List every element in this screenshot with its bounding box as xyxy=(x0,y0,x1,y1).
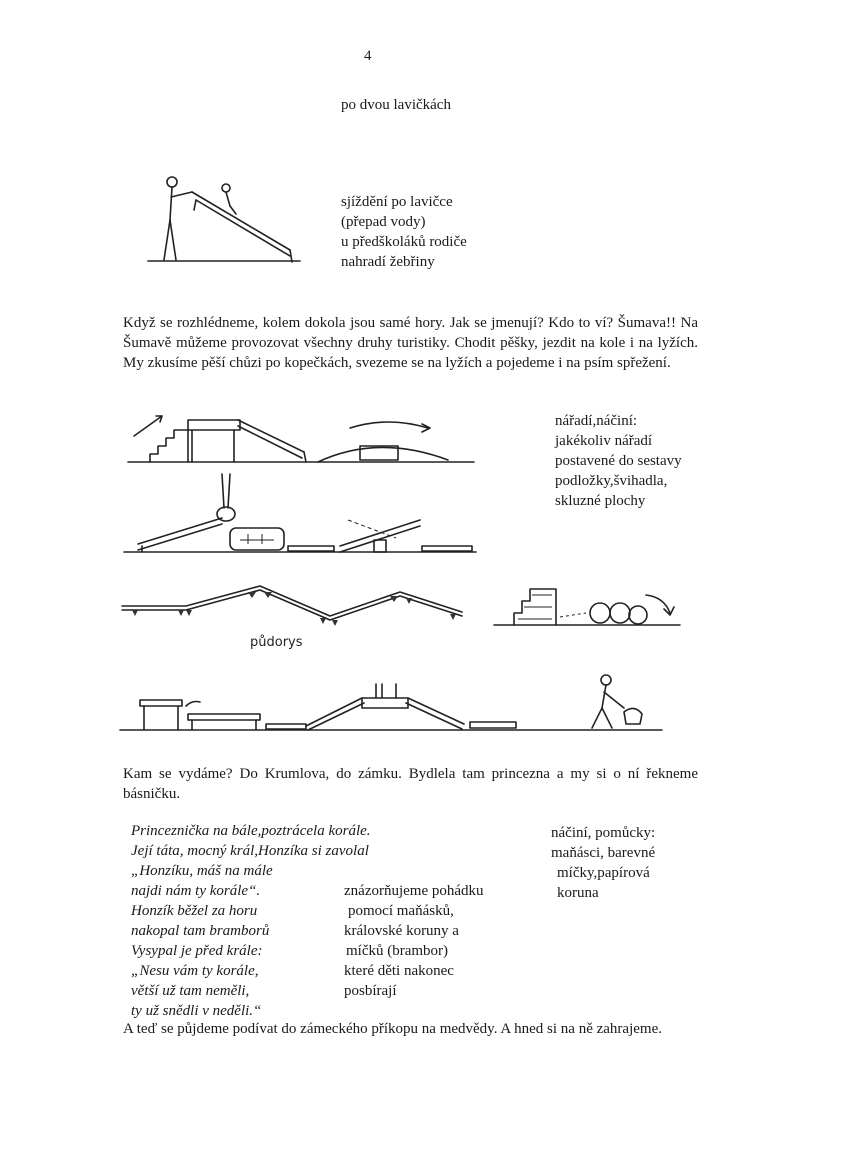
page-number: 4 xyxy=(364,48,372,64)
poem-line-9: větší už tam neměli, xyxy=(131,983,250,999)
note-line-5: které děti nakonec xyxy=(344,963,454,979)
floor-plan-label: půdorys xyxy=(250,635,303,650)
obstacle-course-sketch-3 xyxy=(120,670,665,736)
floor-plan-sketch xyxy=(120,580,465,658)
poem-line-10: ty už snědli v neděli.“ xyxy=(131,1003,262,1019)
caption-line-4: nahradí žebřiny xyxy=(341,254,435,270)
obstacle-course-sketch-2 xyxy=(124,474,479,556)
note-line-2: pomocí maňásků, xyxy=(348,903,454,919)
paragraph-sumava: Když se rozhlédneme, kolem dokola jsou samé hory. Jak se jmenují? Kdo to ví? Šumava!! Na Šumavě můžeme provozovat všechny druhy turistiky. Chodit pěšky, jezdit na kole i na lyžích. My zkusíme pěší chůzi po kopečkách, svezeme se na lyžích a pojedeme i na psím spřežení. xyxy=(123,315,698,371)
caption-line-2: (přepad vody) xyxy=(341,214,426,230)
box-and-balls-sketch xyxy=(494,585,684,630)
poem-line-8: „Nesu vám ty korále, xyxy=(131,963,259,979)
bench-slide-sketch xyxy=(140,170,310,265)
caption-line-1: sjíždění po lavičce xyxy=(341,194,453,210)
tools-caption-3: postavené do sestavy xyxy=(555,453,682,469)
tools-line-1: náčiní, pomůcky: xyxy=(551,825,656,841)
tools-caption-5: skluzné plochy xyxy=(555,493,646,509)
note-line-1: znázorňujeme pohádku xyxy=(344,883,484,899)
tools-caption-1: nářadí,náčiní: xyxy=(555,413,638,429)
tools-caption-4: podložky,švihadla, xyxy=(555,473,668,489)
poem-line-3: „Honzíku, máš na mále xyxy=(131,863,273,879)
caption-line-3: u předškoláků rodiče xyxy=(341,234,467,250)
paragraph-bears: A teď se půjdeme podívat do zámeckého příkopu na medvědy. A hned si na ně zahrajeme. xyxy=(123,1021,662,1037)
poem-line-1: Princeznička na bále,poztrácela korále. xyxy=(131,823,371,839)
poem-line-4: najdi nám ty korále“. xyxy=(131,883,261,899)
poem-line-2: Její táta, mocný král,Honzíka si zavolal xyxy=(131,843,369,859)
poem-line-5: Honzík běžel za horu xyxy=(131,903,258,919)
tools-line-3: míčky,papírová xyxy=(557,865,650,881)
paragraph-krumlov: Kam se vydáme? Do Krumlova, do zámku. Bydlela tam princezna a my si o ní řekneme básničku. xyxy=(123,766,698,802)
poem-line-6: nakopal tam bramborů xyxy=(131,923,270,939)
poem-line-7: Vysypal je před krále: xyxy=(131,943,263,959)
note-line-3: královské koruny a xyxy=(344,923,459,939)
section-heading: po dvou lavičkách xyxy=(341,97,451,113)
note-line-6: posbírají xyxy=(344,983,397,999)
note-line-4: míčků (brambor) xyxy=(346,943,449,959)
tools-line-4: koruna xyxy=(557,885,599,901)
tools-caption-2: jakékoliv nářadí xyxy=(555,433,653,449)
tools-line-2: maňásci, barevné xyxy=(551,845,656,861)
obstacle-course-sketch-1 xyxy=(128,408,478,468)
